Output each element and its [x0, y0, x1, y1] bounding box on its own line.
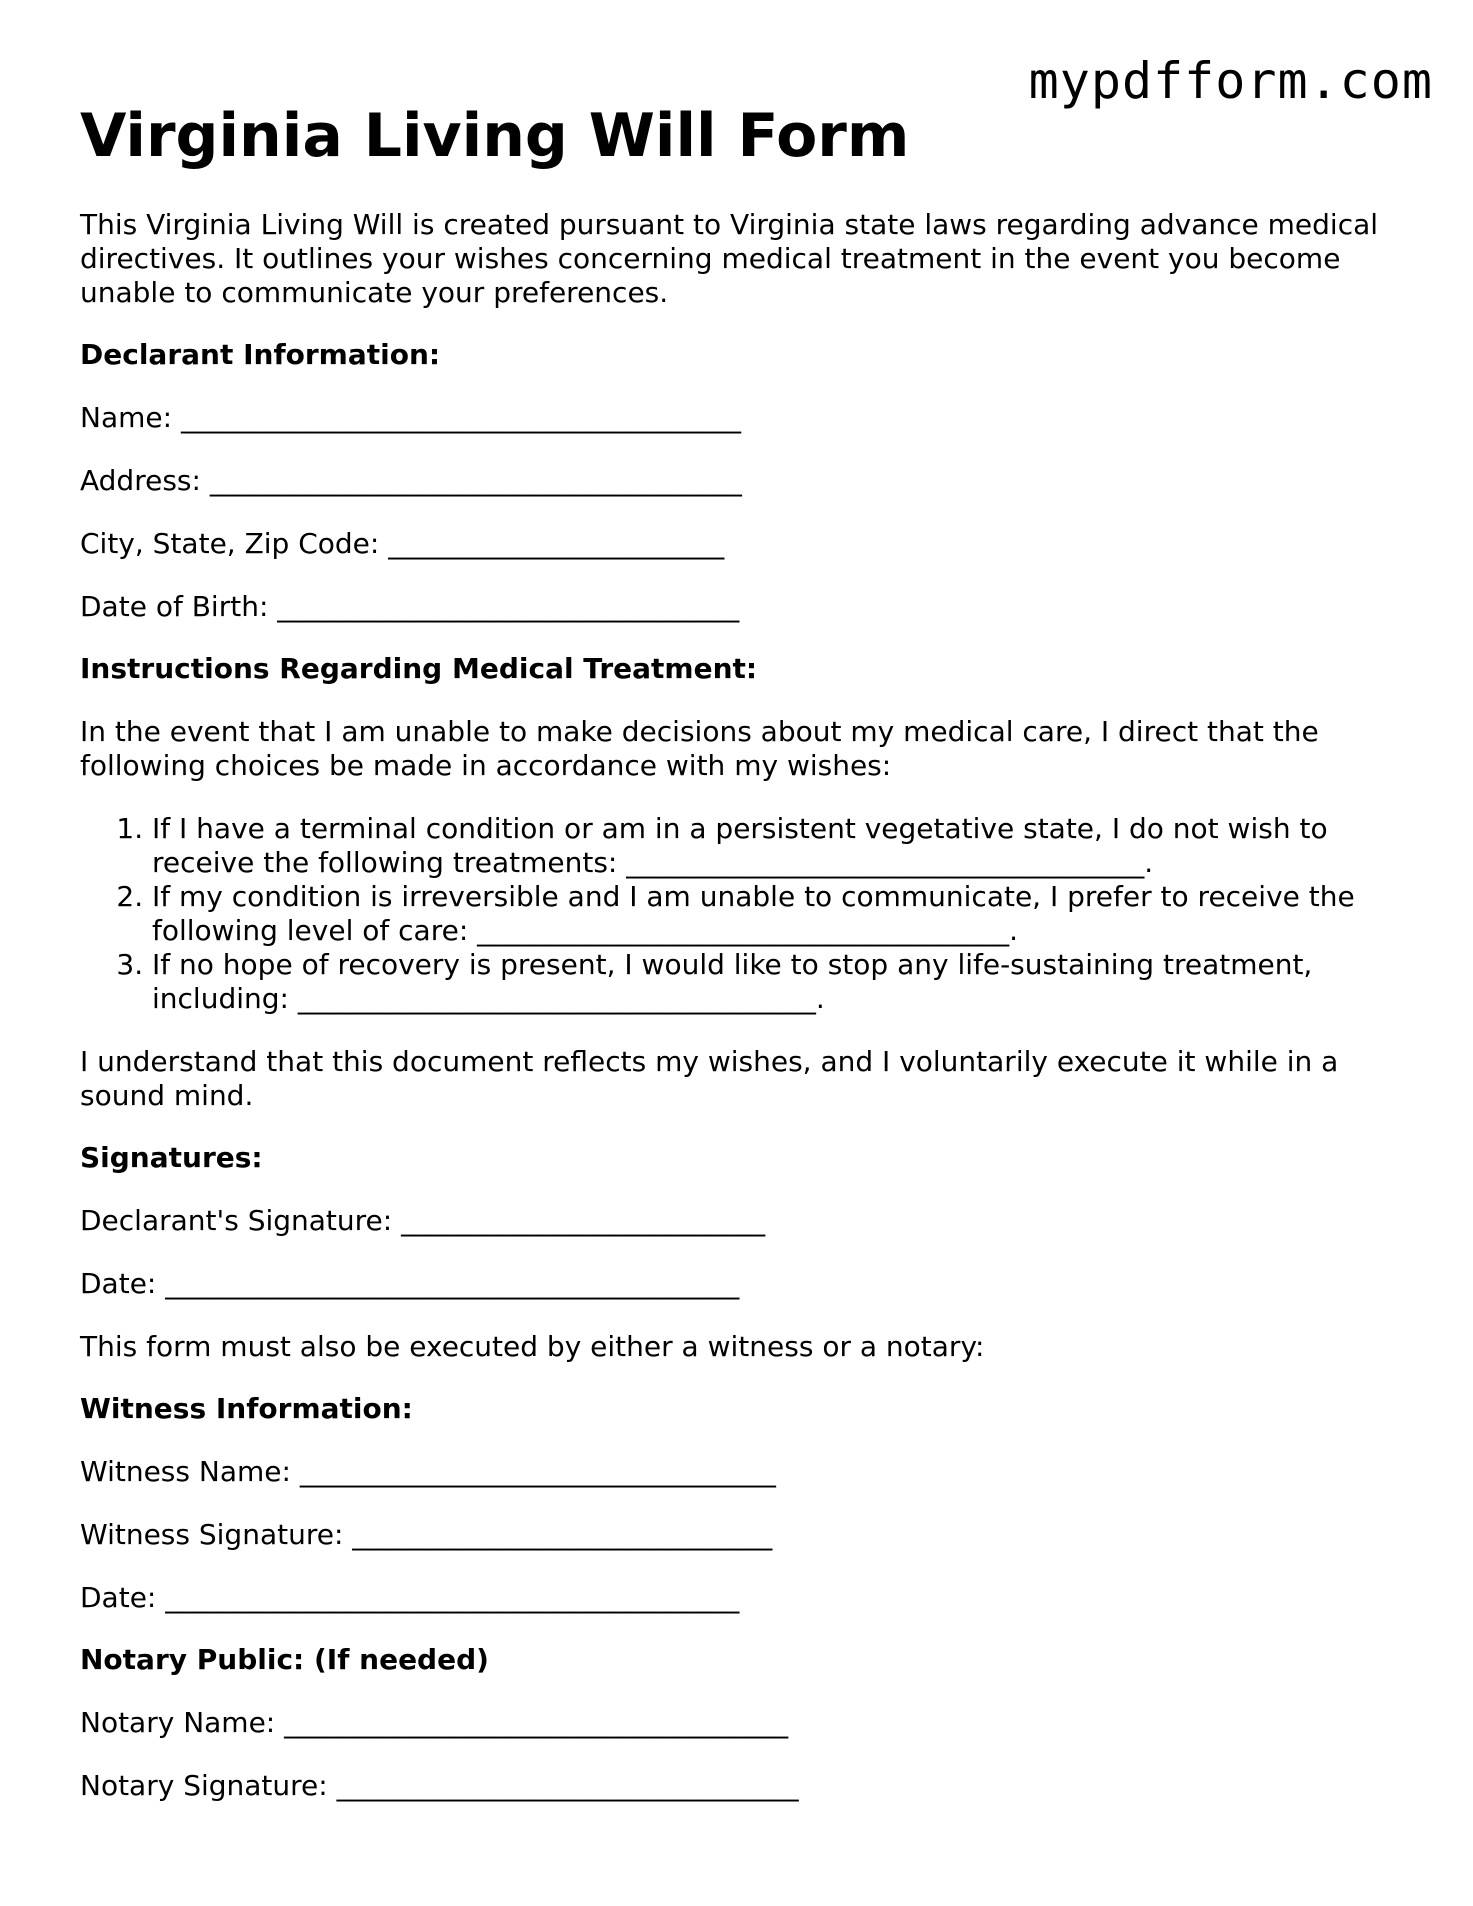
- treatment-choice-2[interactable]: 2. If my condition is irreversible and I am unable to communicate, I prefer to receive the following level of care: ______________________________________.: [152, 880, 1400, 948]
- declarant-name-field[interactable]: Name: ________________________________________: [80, 401, 741, 434]
- instructions-closing: I understand that this document reflects my wishes, and I voluntarily execute it while in a sound mind.: [80, 1045, 1339, 1112]
- treatment-choice-3[interactable]: 3. If no hope of recovery is present, I would like to stop any life-sustaining treatment, including: _____________________________________.: [152, 948, 1400, 1016]
- form-title: Virginia Living Will Form: [80, 101, 910, 171]
- notary-name-field[interactable]: Notary Name: ____________________________________: [80, 1706, 789, 1739]
- treatment-choice-1[interactable]: 1. If I have a terminal condition or am in a persistent vegetative state, I do not wish to receive the following treatments: _____________________________________.: [152, 812, 1400, 880]
- declarant-heading: Declarant Information:: [80, 338, 441, 371]
- form-page: [80, 100, 1400, 1803]
- site-watermark: mypdfform.com: [1028, 52, 1433, 110]
- witness-name-field[interactable]: Witness Name: __________________________________: [80, 1455, 776, 1488]
- treatment-choices-list: [80, 812, 1400, 1016]
- instructions-heading: Instructions Regarding Medical Treatment:: [80, 652, 758, 685]
- intro-paragraph: This Virginia Living Will is created pursuant to Virginia state laws regarding advance medical directives. It outlines your wishes concerning medical treatment in the event you become unable to communicate your preferences.: [80, 208, 1379, 309]
- signatures-heading: Signatures:: [80, 1141, 263, 1174]
- declarant-address-field[interactable]: Address: ______________________________________: [80, 464, 742, 497]
- witness-heading: Witness Information:: [80, 1392, 413, 1425]
- declarant-signature-field[interactable]: Declarant's Signature: __________________________: [80, 1204, 766, 1237]
- instructions-lead: In the event that I am unable to make decisions about my medical care, I direct that the following choices be made in accordance with my wishes:: [80, 715, 1319, 782]
- witness-signature-field[interactable]: Witness Signature: ______________________________: [80, 1518, 773, 1551]
- witness-notary-note: This form must also be executed by either a witness or a notary:: [80, 1330, 985, 1363]
- declarant-city-state-zip-field[interactable]: City, State, Zip Code: ________________________: [80, 527, 725, 560]
- declarant-date-field[interactable]: Date: _________________________________________: [80, 1267, 740, 1300]
- notary-heading: Notary Public: (If needed): [80, 1643, 489, 1676]
- notary-signature-field[interactable]: Notary Signature: _________________________________: [80, 1769, 799, 1802]
- witness-date-field[interactable]: Date: _________________________________________: [80, 1581, 740, 1614]
- declarant-dob-field[interactable]: Date of Birth: _________________________________: [80, 590, 740, 623]
